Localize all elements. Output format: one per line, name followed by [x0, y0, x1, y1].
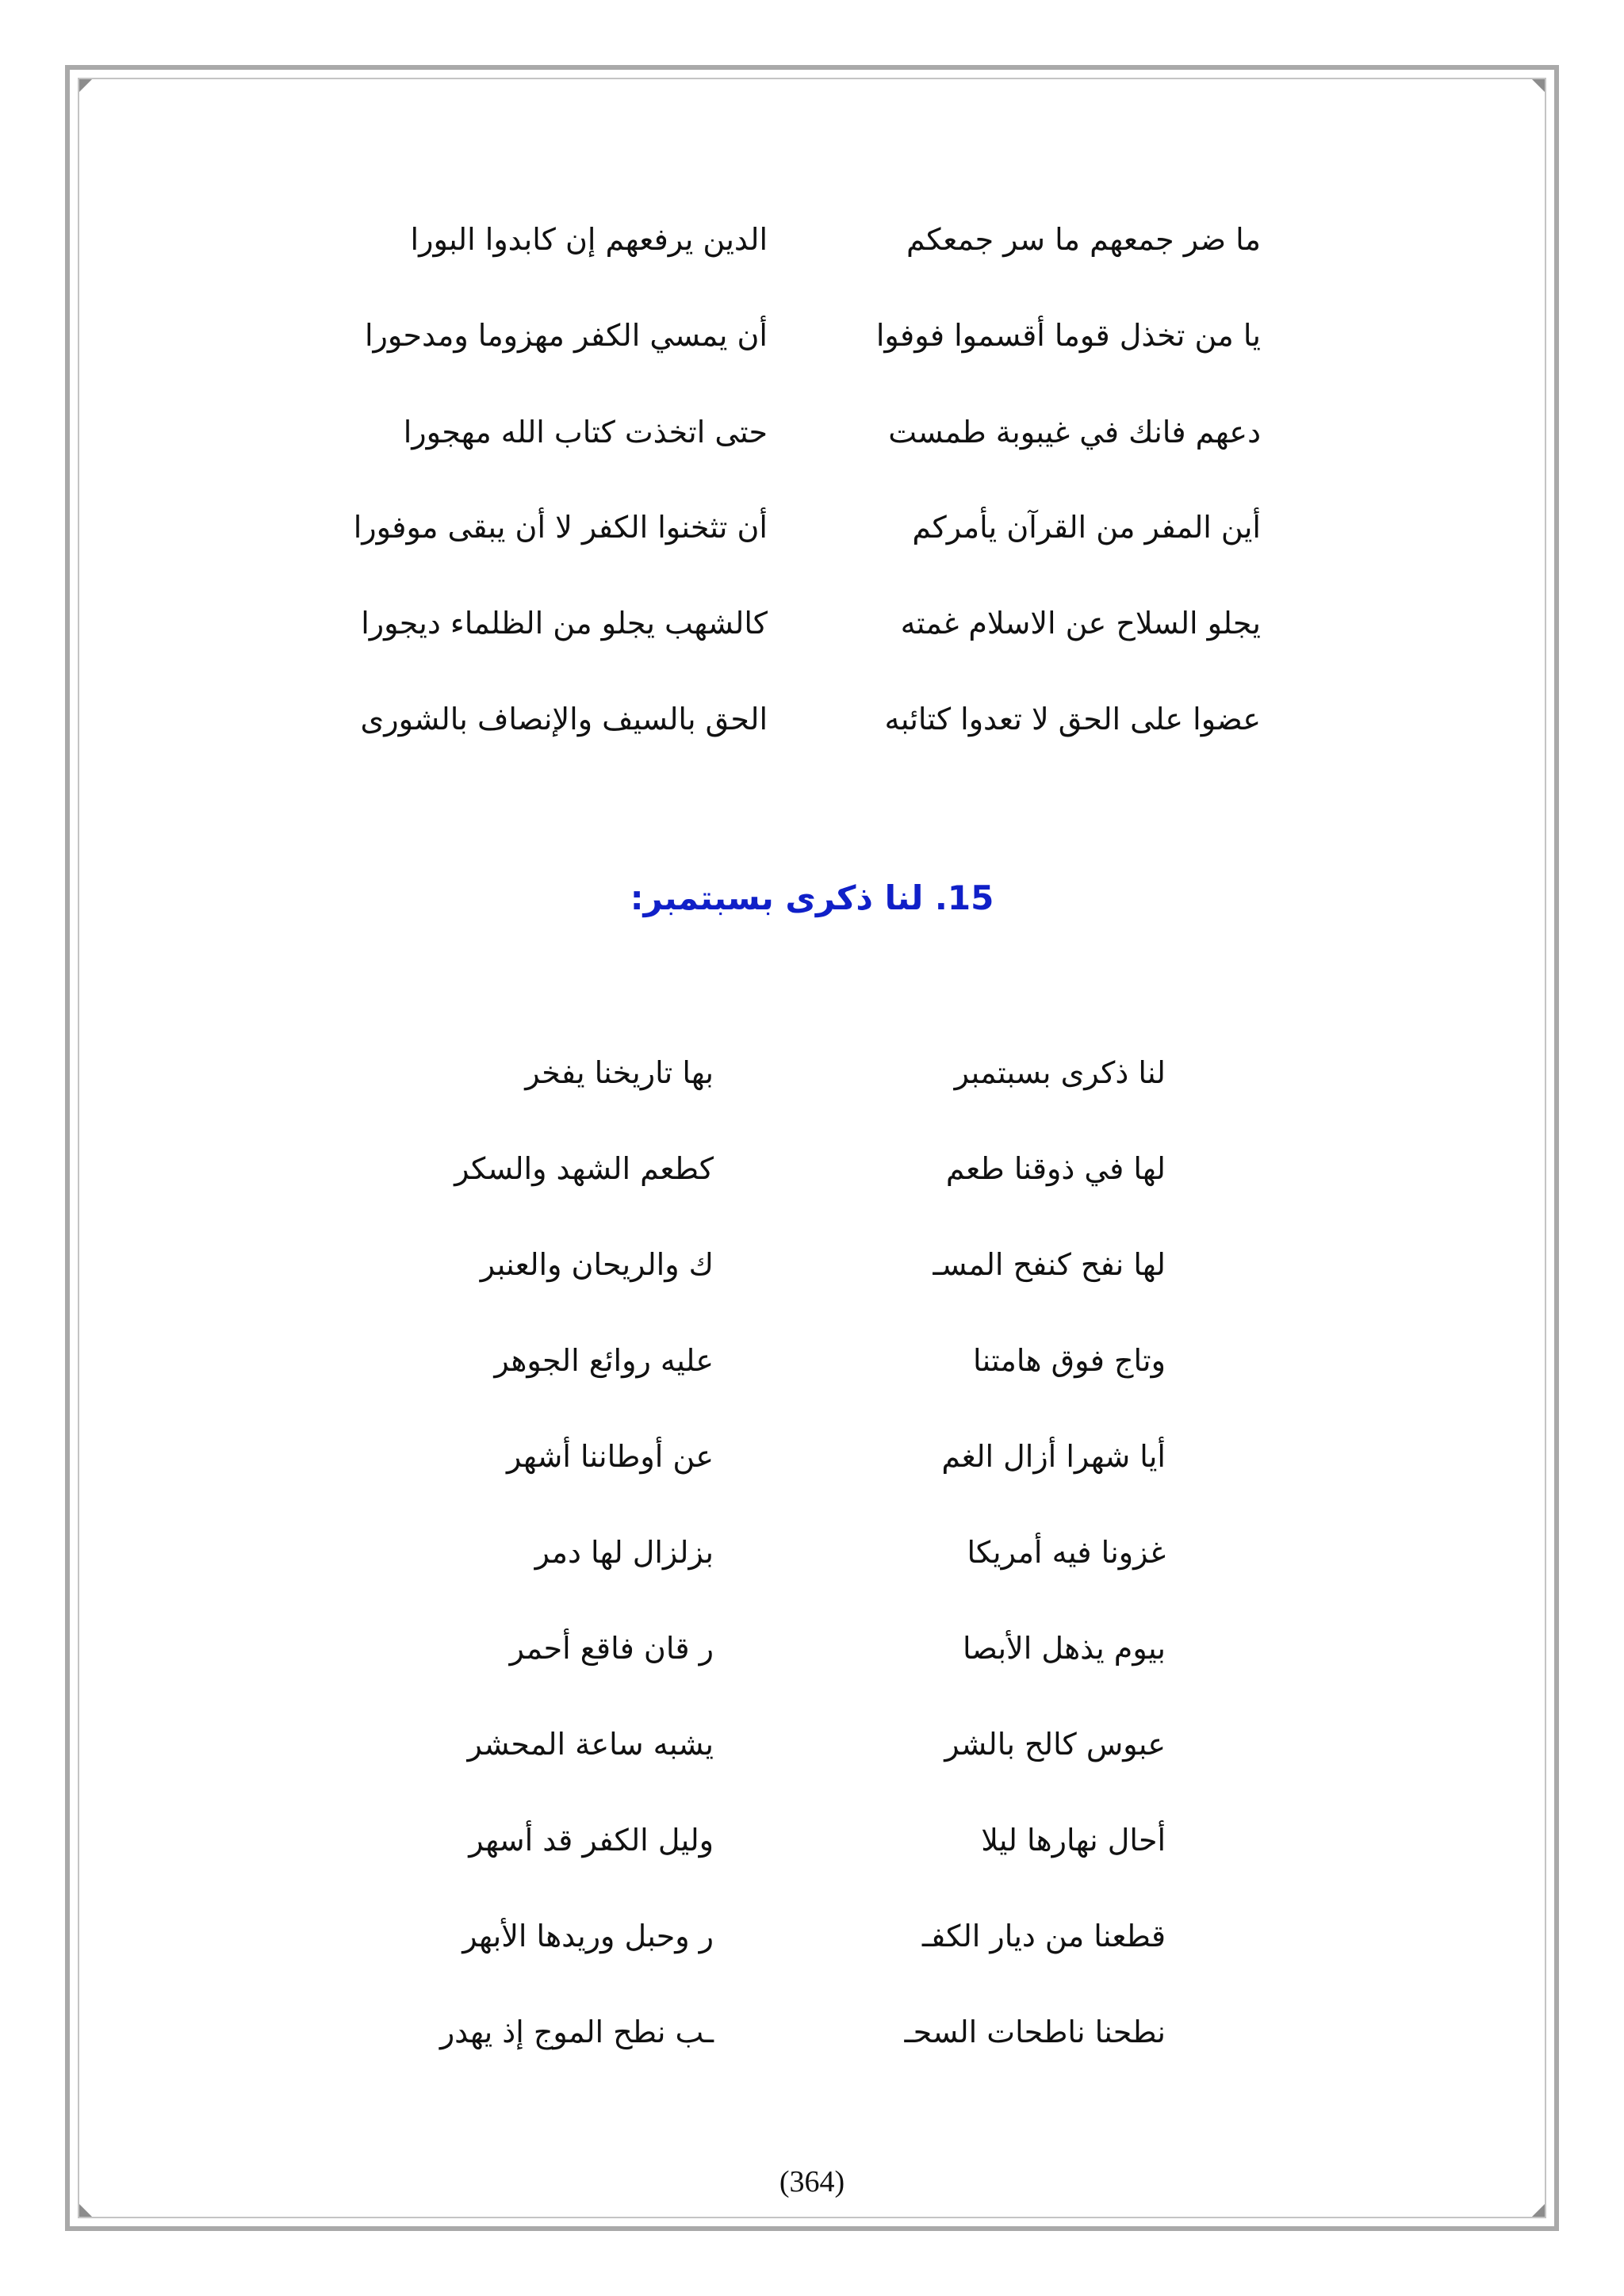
- poem-heading-text: 15. لنا ذكرى بسبتمبر:: [630, 878, 994, 917]
- verse-first-hemistich: أحال نهارها ليلا: [981, 1823, 1166, 1858]
- verse-first-hemistich: قطعنا من ديار الكفـ: [921, 1919, 1166, 1954]
- verse-second-hemistich: الحق بالسيف والإنصاف بالشورى: [360, 702, 768, 737]
- verse-first-hemistich: لها في ذوقنا طعم: [945, 1151, 1166, 1186]
- verse-second-hemistich: كالشهب يجلو من الظلماء ديجورا: [361, 606, 768, 641]
- verse-second-hemistich: بها تاريخنا يفخر: [525, 1055, 714, 1090]
- verse-second-hemistich: وليل الكفر قد أسهر: [469, 1823, 714, 1858]
- page-number: (364): [779, 2165, 845, 2198]
- verse-second-hemistich: كطعم الشهد والسكر: [454, 1151, 714, 1186]
- verse-first-hemistich: بيوم يذهل الأبصا: [962, 1631, 1166, 1666]
- verse-second-hemistich: ـب نطح الموج إذ يهدر: [439, 2015, 714, 2049]
- verse-first-hemistich: دعهم فانك في غيبوبة طمست: [888, 415, 1261, 450]
- verse-second-hemistich: ك والريحان والعنبر: [480, 1247, 714, 1282]
- verse-first-hemistich: غزونا فيه أمريكا: [967, 1535, 1166, 1570]
- verse-second-hemistich: أن يمسي الكفر مهزوما ومدحورا: [364, 318, 768, 353]
- verse-first-hemistich: نطحنا ناطحات السحـ: [904, 2015, 1166, 2049]
- verse-first-hemistich: أين المفر من القرآن يأمركم: [912, 510, 1261, 545]
- poem-heading: [0, 878, 1624, 917]
- verse-second-hemistich: حتى اتخذت كتاب الله مهجورا: [403, 415, 768, 450]
- verse-first-hemistich: ما ضر جمعهم ما سر جمعكم: [906, 222, 1261, 257]
- verse-second-hemistich: يشبه ساعة المحشر: [467, 1727, 714, 1762]
- page-border-inner: [78, 78, 1546, 2218]
- verse-first-hemistich: لنا ذكرى بسبتمبر: [954, 1055, 1166, 1090]
- verse-second-hemistich: أن تثخنوا الكفر لا أن يبقى موفورا: [353, 510, 768, 545]
- corner-ornament-top-left: [79, 79, 92, 92]
- verse-second-hemistich: ر قان فاقع أحمر: [509, 1631, 714, 1666]
- verse-second-hemistich: بزلزال لها دمر: [534, 1535, 714, 1570]
- verse-first-hemistich: عبوس كالح بالشر: [944, 1727, 1166, 1762]
- corner-ornament-bottom-right: [1532, 2204, 1545, 2217]
- verse-second-hemistich: عليه روائع الجوهر: [494, 1343, 714, 1378]
- verse-first-hemistich: أيا شهرا أزال الغم: [941, 1439, 1166, 1474]
- verse-second-hemistich: الدين يرفعهم إن كابدوا البورا: [410, 222, 768, 257]
- verse-second-hemistich: ر وحبل وريدها الأبهر: [462, 1919, 714, 1954]
- verse-first-hemistich: عضوا على الحق لا تعدوا كتائبه: [884, 702, 1261, 737]
- verse-second-hemistich: عن أوطاننا أشهر: [507, 1439, 714, 1474]
- verse-first-hemistich: وتاج فوق هامتنا: [973, 1343, 1166, 1378]
- verse-first-hemistich: يا من تخذل قوما أقسموا فوفوا: [875, 318, 1261, 353]
- corner-ornament-top-right: [1532, 79, 1545, 92]
- verse-first-hemistich: لها نفح كنفح المسـ: [933, 1247, 1166, 1282]
- corner-ornament-bottom-left: [79, 2204, 92, 2217]
- verse-first-hemistich: يجلو السلاح عن الاسلام غمته: [900, 606, 1261, 641]
